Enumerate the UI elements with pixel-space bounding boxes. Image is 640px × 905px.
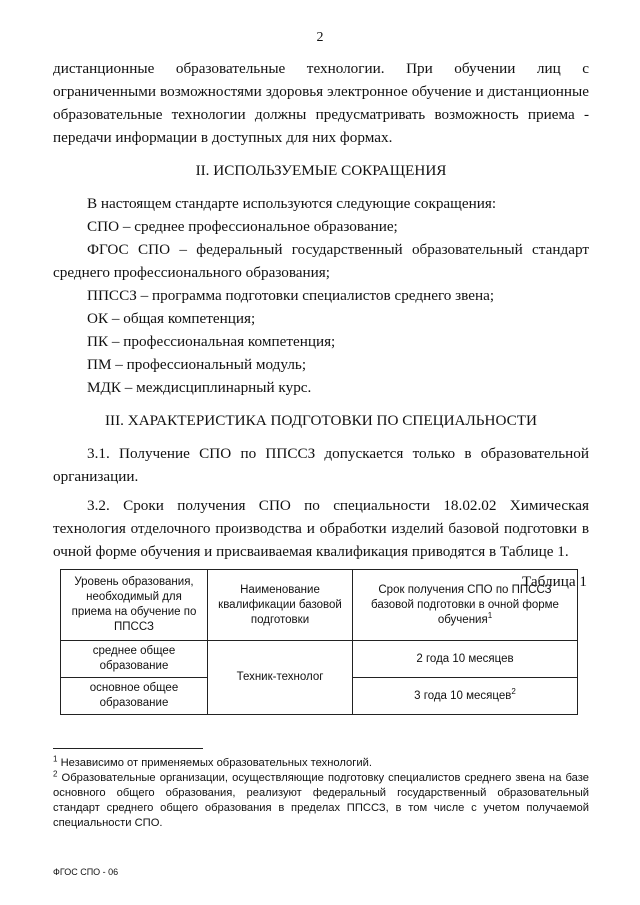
footnote-item: [53, 756, 589, 771]
footnote-ref: 2: [511, 686, 516, 696]
table-caption: Таблица 1: [522, 573, 587, 590]
footnote-separator: [53, 748, 203, 749]
qualification-table: [60, 569, 578, 715]
cell-term: 3 года 10 месяцев: [414, 689, 512, 702]
abbreviations-intro: В настоящем стандарте используются следующие сокращения:: [87, 195, 497, 212]
abbreviation-item: ППССЗ – программа подготовки специалистов среднего звена;: [87, 287, 495, 304]
abbreviation-item: ФГОС СПО – федеральный государственный образовательный стандарт среднего профессионального образования;: [53, 241, 589, 281]
footnote-text: Независимо от применяемых образовательных технологий.: [60, 757, 372, 769]
section-2-title: II. ИСПОЛЬЗУЕМЫЕ СОКРАЩЕНИЯ: [195, 162, 447, 179]
footer-code: ФГОС СПО - 06: [53, 867, 119, 877]
cell-education-level: основное общее образование: [61, 678, 208, 715]
footnote-mark: 2: [53, 769, 58, 779]
cell-qualification: Техник-технолог: [208, 641, 353, 715]
header-qualification: Наименование квалификации базовой подготовки: [208, 570, 353, 641]
table-row: [61, 641, 578, 678]
footnote-mark: 1: [53, 754, 58, 764]
footnote-ref: 1: [487, 610, 493, 620]
header-term-cell: [353, 570, 578, 641]
paragraph-3-1: 3.1. Получение СПО по ППССЗ допускается только в образовательной организации.: [53, 445, 589, 485]
table-header-row: [61, 570, 578, 641]
intro-paragraph: дистанционные образовательные технологии. При обучении лиц с ограниченными возможностями здоровья электронное обучение и дистанционные образовательные технологии должны предусматривать возможность приема - передачи информации в доступных для них формах.: [53, 60, 589, 146]
cell-term-container: [353, 678, 578, 715]
section-3-title: III. ХАРАКТЕРИСТИКА ПОДГОТОВКИ ПО СПЕЦИАЛЬНОСТИ: [104, 412, 538, 429]
footnote-text: Образовательные организации, осуществляющие подготовку специалистов среднего звена на базе основного общего образования, реализуют федеральный государственный образовательный стандарт среднего общего образования в пределах ППССЗ, в том числе с учетом получаемой специальности СПО.: [53, 772, 589, 829]
page-number: 2: [316, 30, 324, 45]
footnote-item: [53, 771, 589, 831]
abbreviation-item: ПМ – профессиональный модуль;: [87, 356, 307, 373]
header-education-level: Уровень образования, необходимый для приема на обучение по ППССЗ: [61, 570, 208, 641]
cell-education-level: среднее общее образование: [61, 641, 208, 678]
footnotes: [53, 756, 589, 831]
abbreviation-item: МДК – междисциплинарный курс.: [87, 379, 312, 396]
paragraph-3-2: 3.2. Сроки получения СПО по специальности 18.02.02 Химическая технология отделочного производства и обработки изделий базовой подготовки в очной форме обучения и присваиваемая квалификация приводятся в Таблице 1.: [53, 497, 589, 560]
cell-term: 2 года 10 месяцев: [353, 641, 578, 678]
header-term: Срок получения СПО по ППССЗ базовой подготовки в очной форме обучения: [371, 583, 559, 626]
abbreviation-list: [53, 192, 589, 399]
abbreviation-item: ОК – общая компетенция;: [87, 310, 256, 327]
document-body: [53, 57, 589, 593]
abbreviation-item: ПК – профессиональная компетенция;: [87, 333, 336, 350]
abbreviation-item: СПО – среднее профессиональное образование;: [87, 218, 398, 235]
